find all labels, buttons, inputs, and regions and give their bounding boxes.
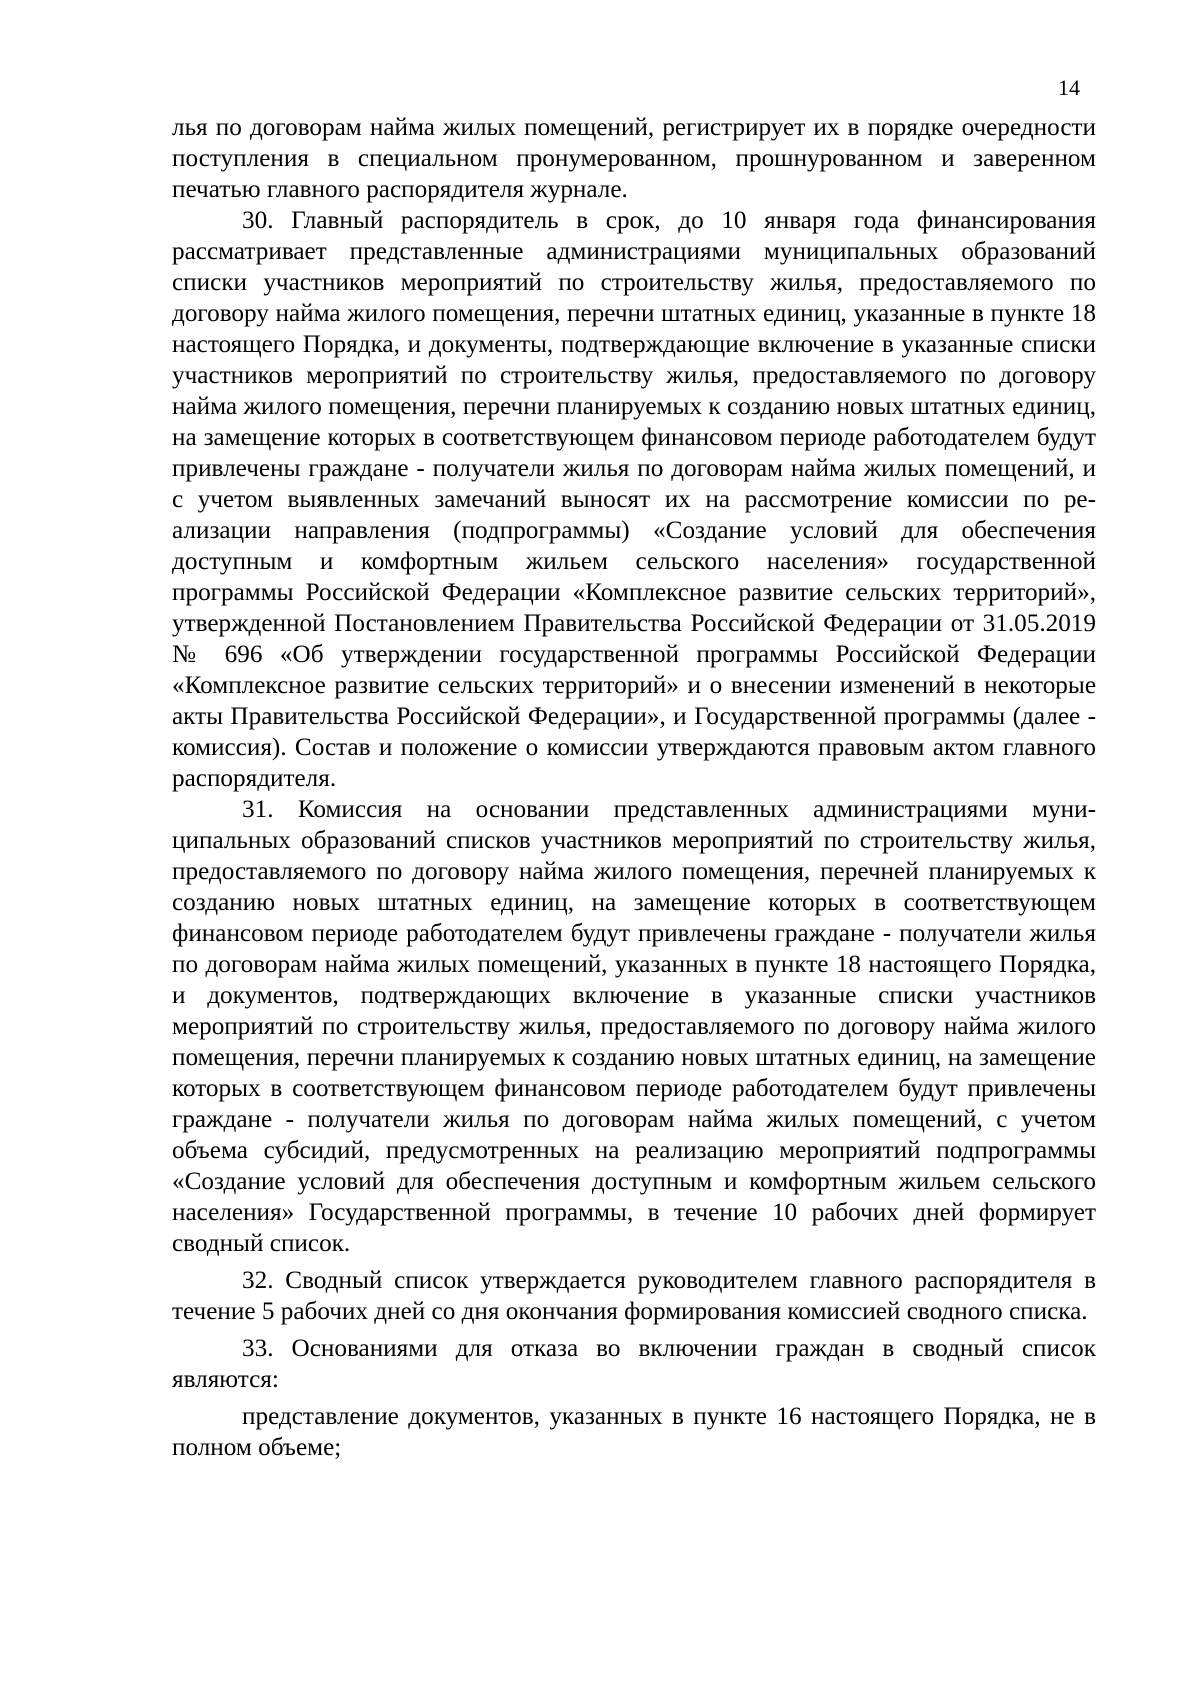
page-number: 14 (1058, 75, 1080, 100)
paragraph-item-31: 31. Комиссия на основании представленных администрациями муниципальных образований списков участников мероприятий по строительству жилья, предоставляемого по договору найма жилого помещения, перечней планируемых к созданию новых штатных единиц, на замещение которых в соответствующем финансовом периоде работодателем будут привлечены граждане - получатели жилья по договорам найма жилых помещений, указанных в пункте 18 настоящего Порядка, и документов, подтверждающих включение в указанные списки участников мероприятий по строительству жилья, предоставляемого по договору найма жилого помещения, перечни планируемых к созданию новых штатных единиц, на замещение которых в соответствующем финансовом периоде работодателем будут привлечены граждане - получатели жилья по договорам найма жилых помещений, с учетом объема субсидий, предусмотренных на реализацию мероприятий подпрограммы «Создание условий для обеспечения доступным и комфортным жильем сельского населения» Государственной программы, в течение 10 рабочих дней формирует сводный список. (172, 796, 1096, 1257)
paragraph-refusal-ground: представление документов, указанных в пункте 16 настоящего Порядка, не в полном объеме; (172, 1403, 1096, 1461)
paragraph-item-30: 30. Главный распорядитель в срок, до 10 января года финансирования рассматривает представленные администрациями муниципальных образований списки участников мероприятий по строительству жилья, предоставляемого по договору найма жилого помещения, перечни штатных единиц, указанные в пункте 18 настоящего Порядка, и документы, подтверждающие включение в указанные списки участников мероприятий по строительству жилья, предоставляемого по договору найма жилого помещения, перечни планируемых к созданию новых штатных единиц, на замещение которых в соответствующем финансовом периоде работодателем будут привлечены граждане - получатели жилья по договорам найма жилых помещений, и с учетом выявленных замечаний выносят их на рассмотрение комиссии по реализации направления (подпрограммы) «Создание условий для обеспечения доступным и комфортным жильем сельского населения» государственной программы Российской Федерации «Комплексное развитие сельских территорий», утвержденной Постановлением Правительства Российской Федерации от 31.05.2019 № 696 «Об утверждении государственной программы Российской Федерации «Комплексное развитие сельских территорий» и о внесении изменений в некоторые акты Правительства Российской Федерации», и Государственной программы (далее - комиссия). Состав и положение о комиссии утверждаются правовым актом главного распорядителя. (172, 207, 1096, 792)
paragraph-item-33: 33. Основаниями для отказа во включении граждан в сводный список являются: (172, 1335, 1096, 1393)
paragraph-continuation: лья по договорам найма жилых помещений, регистрирует их в порядке очередности поступления в специальном пронумерованном, прошнурованном и заверенном печатью главного распорядителя журнале. (172, 114, 1096, 203)
document-body (172, 112, 1096, 1463)
paragraph-item-32: 32. Сводный список утверждается руководителем главного распорядителя в течение 5 рабочих дней со дня окончания формирования комиссией сводного списка. (172, 1267, 1096, 1325)
